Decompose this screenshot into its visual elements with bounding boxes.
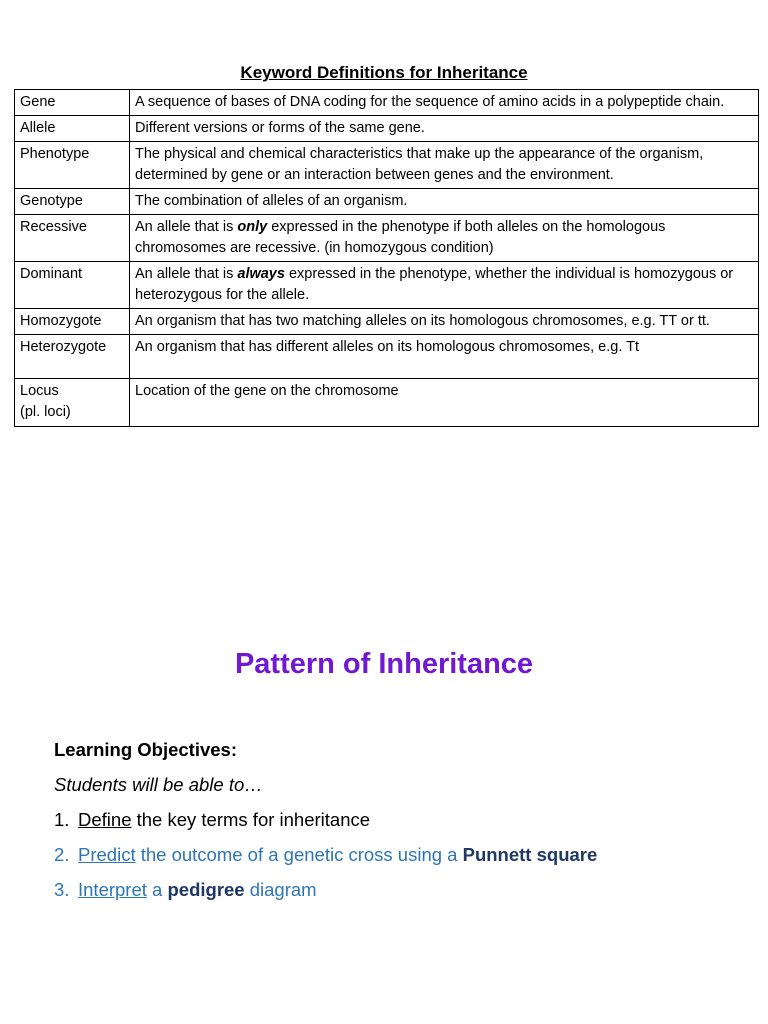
- definition-text: expressed in the phenotype, whether the individual is homozygous or heterozygous for the allele.: [135, 266, 734, 303]
- definition-cell: Different versions or forms of the same gene.: [130, 116, 759, 142]
- term-cell: Heterozygote: [15, 335, 130, 379]
- term-line: Locus: [20, 383, 59, 399]
- definition-cell: [130, 262, 759, 309]
- table-row: [15, 142, 759, 189]
- definition-cell: The combination of alleles of an organism.: [130, 189, 759, 215]
- objective-text: diagram: [244, 879, 317, 900]
- objective-text: the outcome of a genetic cross using a: [135, 844, 463, 865]
- definition-emphasis: always: [237, 266, 285, 282]
- definition-text: expressed in the phenotype if both alleles on the homologous chromosomes are recessive. (in homozygous condition): [135, 219, 666, 256]
- term-cell: Genotype: [15, 189, 130, 215]
- table-row: [15, 189, 759, 215]
- table-row: [15, 215, 759, 262]
- term-cell: Phenotype: [15, 142, 130, 189]
- objective-text: a: [146, 879, 168, 900]
- definition-emphasis: only: [237, 219, 268, 235]
- objective-item: [54, 802, 744, 837]
- objective-number: 2.: [54, 844, 70, 865]
- objective-item: [54, 872, 744, 907]
- objective-verb: Interpret: [78, 879, 147, 900]
- term-cell: Gene: [15, 90, 130, 116]
- definition-cell: A sequence of bases of DNA coding for the sequence of amino acids in a polypeptide chain.: [130, 90, 759, 116]
- definitions-table: [14, 89, 759, 427]
- definition-cell: An organism that has two matching alleles on its homologous chromosomes, e.g. TT or tt.: [130, 309, 759, 335]
- definition-cell: An organism that has different alleles on its homologous chromosomes, e.g. Tt: [130, 335, 759, 379]
- term-cell: Dominant: [15, 262, 130, 309]
- definition-cell: [130, 215, 759, 262]
- term-line: (pl. loci): [20, 404, 71, 420]
- objective-number: 1.: [54, 809, 70, 830]
- table-row: [15, 90, 759, 116]
- term-cell: Allele: [15, 116, 130, 142]
- objectives-intro: Students will be able to…: [54, 774, 263, 795]
- table-row: [15, 379, 759, 427]
- objective-number: 3.: [54, 879, 70, 900]
- table-title: Keyword Definitions for Inheritance: [240, 63, 528, 82]
- table-row: [15, 116, 759, 142]
- term-cell: [15, 379, 130, 427]
- objective-verb: Predict: [78, 844, 136, 865]
- objective-key-term: pedigree: [167, 879, 245, 900]
- objectives-heading: Learning Objectives:: [54, 739, 237, 760]
- term-cell: Recessive: [15, 215, 130, 262]
- learning-objectives: [54, 732, 744, 907]
- definition-text: An allele that is: [135, 219, 238, 235]
- definition-cell: Location of the gene on the chromosome: [130, 379, 759, 427]
- table-row: [15, 335, 759, 379]
- objective-item: [54, 837, 744, 872]
- definition-text: An allele that is: [135, 266, 238, 282]
- section-title: Pattern of Inheritance: [234, 648, 534, 680]
- objective-verb: Define: [78, 809, 132, 830]
- table-row: [15, 262, 759, 309]
- table-row: [15, 309, 759, 335]
- objective-text: the key terms for inheritance: [131, 809, 371, 830]
- definition-cell: The physical and chemical characteristics that make up the appearance of the organism, determined by gene or an interaction between genes and the environment.: [130, 142, 759, 189]
- objective-key-term: Punnett square: [462, 844, 598, 865]
- term-cell: Homozygote: [15, 309, 130, 335]
